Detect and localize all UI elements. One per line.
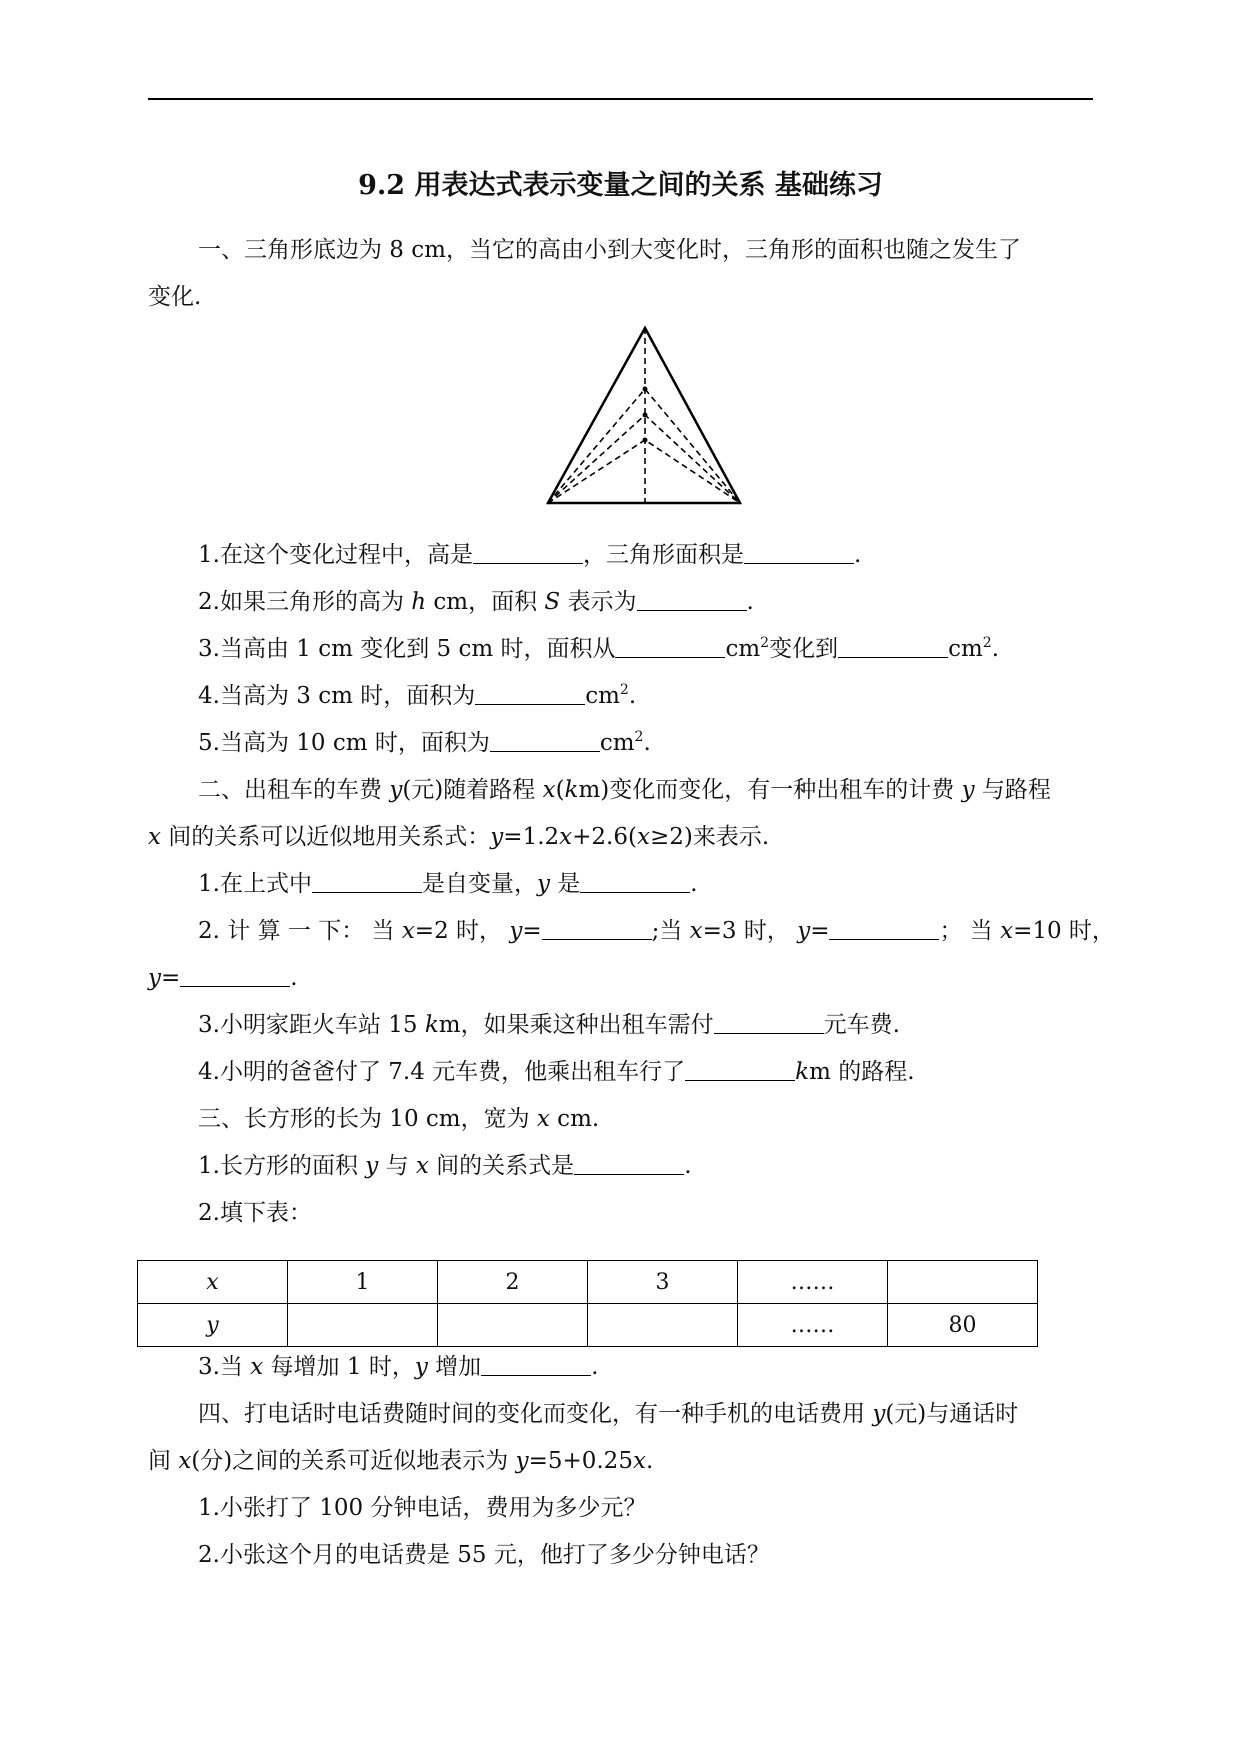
table-row [138,1304,1038,1347]
section2-intro: 二、出租车的车费 y(元)随着路程 x(km)变化而变化，有一种出租车的计费 y 与路程 [198,777,1051,803]
table-cell: 2 [438,1261,588,1304]
s1-question-2: 2.如果三角形的高为 h cm，面积 S 表示为 . [198,589,754,615]
table-cell-blank[interactable] [288,1304,438,1347]
table-cell: 80 [888,1304,1038,1347]
s2-question-3: 3.小明家距火车站 15 km，如果乘这种出租车需付 元车费. [198,1012,900,1038]
s1-question-1: 1.在这个变化过程中，高是 ，三角形面积是 . [198,542,862,568]
table-cell: 1 [288,1261,438,1304]
s3-question-1: 1.长方形的面积 y 与 x 间的关系式是 . [198,1153,692,1179]
table-cell: …… [738,1304,888,1347]
answer-blank[interactable] [637,588,747,611]
answer-blank[interactable] [580,870,690,893]
answer-blank[interactable] [542,917,652,940]
triangle-figure [540,325,760,510]
answer-blank[interactable] [838,635,948,658]
value-table [137,1260,1038,1347]
page-title: 9.2 用表达式表示变量之间的关系 基础练习 [358,170,883,201]
table-cell: …… [738,1261,888,1304]
section1-intro-cont [148,282,201,312]
s2-question-4: 4.小明的爸爸付了 7.4 元车费，他乘出租车行了 km 的路程. [198,1059,915,1085]
table-row [138,1261,1038,1304]
answer-blank[interactable] [312,870,422,893]
s4-question-2: 2.小张这个月的电话费是 55 元，他打了多少分钟电话？ [198,1542,770,1568]
answer-blank[interactable] [473,541,583,564]
answer-blank[interactable] [180,964,290,987]
section1-intro-text-2: 变化. [148,284,202,310]
s3-question-2: 2.填下表： [198,1200,312,1226]
table-cell-blank[interactable] [888,1261,1038,1304]
s2-question-2: 2. 计 算 一 下： 当 x=2 时， y= ;当 x=3 时， y= ； 当 x=10 时， [198,918,1115,944]
s1-question-5: 5.当高为 10 cm 时，面积为 $cm^2$. [198,729,651,756]
table-cell-blank[interactable] [438,1304,588,1347]
answer-blank[interactable] [714,1011,824,1034]
answer-blank[interactable] [475,682,585,705]
answer-blank[interactable] [481,1353,591,1376]
section1-intro-text: 一、三角形底边为 8 cm，当它的高由小到大变化时，三角形的面积也随之发生了 [198,237,1021,263]
header-rule [148,98,1093,100]
s3-question-3: 3.当 x 每增加 1 时，y 增加 . [198,1354,599,1380]
s4-question-1: 1.小张打了 100 分钟电话，费用为多少元？ [198,1495,647,1521]
table-header-y: y [138,1304,288,1347]
s1-question-4: 4.当高为 3 cm 时，面积为 $cm^2$. [198,682,637,709]
section4-intro: 四、打电话时电话费随时间的变化而变化，有一种手机的电话费用 y(元)与通话时 [198,1401,1019,1427]
section3-intro: 三、长方形的长为 10 cm，宽为 x cm. [198,1106,600,1132]
section2-intro-cont: x 间的关系可以近似地用关系式：y=1.2x+2.6(x≥2)来表示. [148,824,770,850]
answer-blank[interactable] [744,541,854,564]
table-cell-blank[interactable] [588,1304,738,1347]
answer-blank[interactable] [615,635,725,658]
s2-question-2-cont: y= . [148,965,298,991]
answer-blank[interactable] [574,1152,684,1175]
answer-blank[interactable] [829,917,939,940]
section1-intro [198,235,1021,265]
section4-intro-cont: 间 x(分)之间的关系可近似地表示为 y=5+0.25x. [148,1448,654,1474]
answer-blank[interactable] [685,1058,795,1081]
s2-question-1: 1.在上式中 是自变量，y 是 . [198,871,698,897]
table-cell: 3 [588,1261,738,1304]
s1-question-3: 3.当高由 1 cm 变化到 5 cm 时，面积从 $cm^2$变化到 $cm^2$. [198,635,1000,662]
table-header-x: x [138,1261,288,1304]
answer-blank[interactable] [490,729,600,752]
